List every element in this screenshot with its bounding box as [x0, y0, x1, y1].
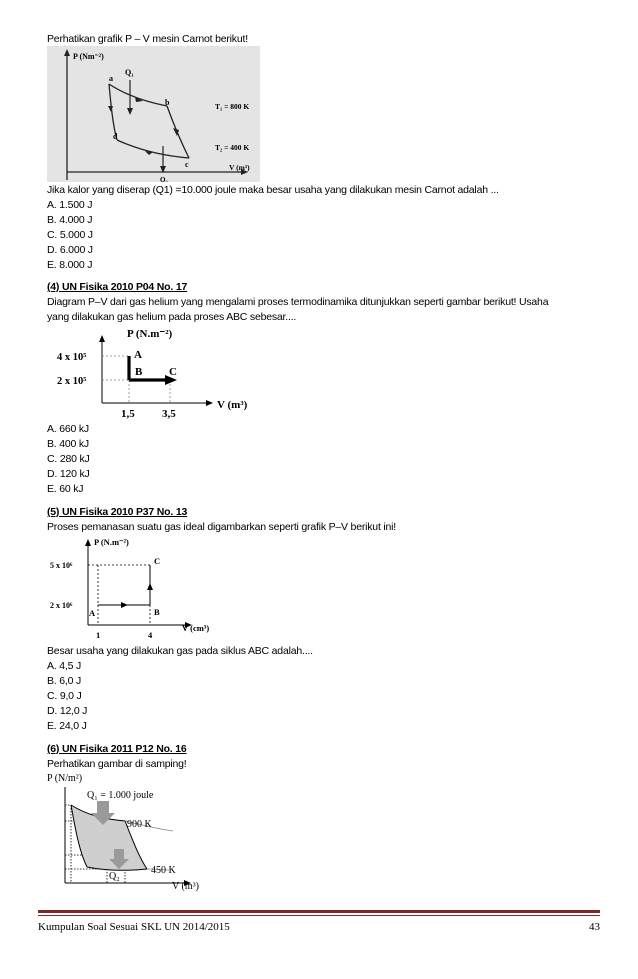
- q5-text: Proses pemanasan suatu gas ideal digambarkan seperti grafik P–V berikut ini!: [47, 521, 397, 533]
- q4-x-label: V (m³): [217, 399, 248, 411]
- footer-rule: [38, 910, 600, 913]
- q6-t-lo: 450 K: [151, 865, 176, 876]
- q4-option: B. 400 kJ: [47, 438, 89, 450]
- q4-point-c: C: [169, 366, 177, 378]
- q4-text-1: Diagram P–V dari gas helium yang mengalami proses termodinamika ditunjukkan seperti gambar berikut! Usaha: [47, 296, 549, 308]
- q4-heading: (4) UN Fisika 2010 P04 No. 17: [47, 281, 188, 293]
- q6-q1: Q₁ = 1.000 joule: [87, 790, 154, 801]
- q4-point-b: B: [135, 366, 143, 378]
- q6-y-label: P (N/m²): [47, 773, 83, 784]
- q4-option: D. 120 kJ: [47, 468, 90, 480]
- q4-y-label: P (N.m⁻²): [127, 328, 173, 340]
- q5-heading: (5) UN Fisika 2010 P37 No. 13: [47, 506, 188, 518]
- q6-x-label: V (m³): [172, 881, 199, 892]
- carnot-option: A. 1.500 J: [47, 199, 93, 211]
- q4-text-2: yang dilakukan gas helium pada proses ABC sebesar....: [47, 311, 297, 323]
- q4-y-tick-hi: 4 x 10⁵: [57, 352, 87, 363]
- q4-option: A. 660 kJ: [47, 423, 89, 435]
- carnot-point-a: a: [109, 74, 113, 83]
- carnot-question: Jika kalor yang diserap (Q1) =10.000 joule maka besar usaha yang dilakukan mesin Carnot adalah ...: [47, 184, 499, 196]
- q4-y-tick-lo: 2 x 10⁵: [57, 376, 87, 387]
- q5-option: C. 9,0 J: [47, 690, 82, 702]
- carnot-prompt: Perhatikan grafik P – V mesin Carnot berikut!: [47, 33, 248, 45]
- footer-title: Kumpulan Soal Sesuai SKL UN 2014/2015: [38, 921, 230, 933]
- q6-t-hi: 900 K: [127, 819, 152, 830]
- q5-question: Besar usaha yang dilakukan gas pada siklus ABC adalah....: [47, 645, 313, 657]
- q5-option: B. 6,0 J: [47, 675, 82, 687]
- q6-pv-graph: [47, 771, 217, 895]
- carnot-q1: Q₁: [125, 68, 134, 77]
- carnot-x-label: V (m³): [229, 163, 250, 172]
- q5-y-label: P (N.m⁻²): [94, 537, 129, 547]
- q5-option: D. 12,0 J: [47, 705, 88, 717]
- q4-option: C. 280 kJ: [47, 453, 90, 465]
- page-number: 43: [589, 921, 600, 933]
- q5-pv-graph: [48, 533, 218, 641]
- q4-option: E. 60 kJ: [47, 483, 84, 495]
- q5-y-tick-lo: 2 x 10⁶: [50, 601, 73, 610]
- q6-q2: Q₂: [109, 871, 120, 882]
- q4-point-a: A: [134, 349, 142, 361]
- q4-pv-graph: [55, 323, 265, 421]
- carnot-y-label: P (Nm⁻²): [73, 52, 104, 61]
- q5-point-a: A: [89, 608, 96, 618]
- q5-option: E. 24,0 J: [47, 720, 87, 732]
- q5-x-tick-lo: 1: [96, 630, 101, 640]
- carnot-option: E. 8.000 J: [47, 259, 93, 271]
- carnot-pv-graph: [47, 46, 260, 182]
- q4-x-tick-lo: 1,5: [121, 408, 135, 420]
- carnot-point-d: d: [113, 132, 118, 141]
- q6-heading: (6) UN Fisika 2011 P12 No. 16: [47, 743, 187, 755]
- carnot-t1: T₁ = 800 K: [215, 102, 250, 111]
- carnot-point-b: b: [165, 98, 170, 107]
- q5-point-c: C: [154, 556, 161, 566]
- carnot-point-c: c: [185, 160, 189, 169]
- q5-y-tick-hi: 5 x 10⁶: [50, 561, 73, 570]
- q6-text: Perhatikan gambar di samping!: [47, 758, 187, 770]
- carnot-q2: Q₂: [160, 176, 168, 182]
- footer-rule-thin: [38, 915, 600, 916]
- q5-option: A. 4,5 J: [47, 660, 82, 672]
- carnot-option: B. 4.000 J: [47, 214, 93, 226]
- carnot-option: C. 5.000 J: [47, 229, 93, 241]
- q5-x-tick-hi: 4: [148, 630, 153, 640]
- carnot-t2: T₂ = 400 K: [215, 143, 250, 152]
- carnot-option: D. 6.000 J: [47, 244, 93, 256]
- q5-x-label: V (cm³): [182, 623, 210, 633]
- q4-x-tick-hi: 3,5: [162, 408, 176, 420]
- q5-point-b: B: [154, 607, 160, 617]
